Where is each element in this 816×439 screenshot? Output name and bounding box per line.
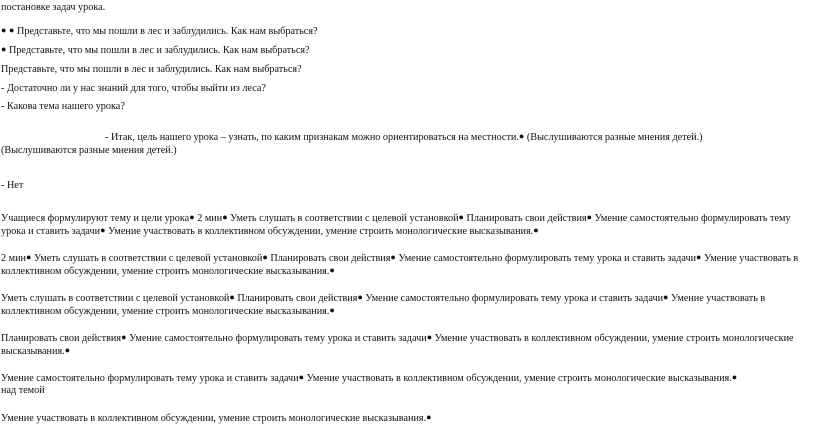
bullet-icon: ● xyxy=(189,212,195,222)
over-topic: над темой xyxy=(1,385,45,396)
activity-paragraph-2 xyxy=(1,252,813,278)
bullet-icon: ● xyxy=(357,292,363,302)
bullet-icon: ● xyxy=(1,44,7,54)
bullet-icon: ● xyxy=(586,212,593,222)
bullet-icon: ● xyxy=(329,265,335,275)
skill-plan: Планировать свои действия xyxy=(237,293,358,304)
bullet-icon: ● xyxy=(696,252,702,262)
skill-formulate: Умение самостоятельно формулировать тему урока и ставить задачи xyxy=(129,333,427,344)
activity-paragraph-5 xyxy=(1,372,813,385)
bullet-icon: ● xyxy=(8,25,15,35)
question-row-plain: Представьте, что мы пошли в лес и заблудились. Как нам выбраться? xyxy=(1,64,302,75)
bullet-icon: ● xyxy=(458,212,464,222)
bullet-icon: ● xyxy=(390,252,396,262)
skill-plan: Планировать свои действия xyxy=(1,333,122,344)
skill-discuss: Умение участвовать в коллективном обсуждении, умение строить монологические высказывания. xyxy=(306,373,732,384)
skill-discuss: Умение участвовать в коллективном обсуждении, умение строить монологические высказывания. xyxy=(1,253,799,277)
bullet-icon: ● xyxy=(298,372,305,382)
time-label: 2 мин xyxy=(1,253,26,264)
opinions-text: (Выслушиваются разные мнения детей.) xyxy=(1,145,177,156)
time-label: 2 мин xyxy=(197,213,223,224)
lesson-goal-row xyxy=(105,131,703,144)
skill-formulate: Умение самостоятельно формулировать тему урока и ставить задачи xyxy=(1,373,299,384)
question-row-single-bullet xyxy=(1,44,310,57)
bullet-icon: ● xyxy=(26,252,32,262)
bullet-icon: ● xyxy=(121,332,127,342)
opinions-text: (Выслушиваются разные мнения детей.) xyxy=(526,132,703,143)
question-knowledge: - Достаточно ли у нас знаний для того, чтобы выйти из леса? xyxy=(1,83,266,94)
bullet-icon: ● xyxy=(1,25,7,35)
question-forest: Представьте, что мы пошли в лес и заблудились. Как нам выбраться? xyxy=(8,45,310,56)
skill-discuss: Умение участвовать в коллективном обсуждении, умение строить монологические высказывания. xyxy=(108,226,534,237)
lesson-goal: - Итак, цель нашего урока – узнать, по каким признакам можно ориентироваться на местности. xyxy=(105,132,519,143)
question-forest: Представьте, что мы пошли в лес и заблудились. Как нам выбраться? xyxy=(16,26,318,37)
header-line: постановке задач урока. xyxy=(1,2,106,13)
skill-listen: Уметь слушать в соответствии с целевой установкой xyxy=(1,293,230,304)
bullet-icon: ● xyxy=(100,225,106,235)
activity-paragraph-1 xyxy=(1,212,813,238)
activity-paragraph-3 xyxy=(1,292,813,318)
skill-formulate: Умение самостоятельно формулировать тему урока и ставить задачи xyxy=(365,293,664,304)
skill-formulate: Умение самостоятельно формулировать тему урока и ставить задачи xyxy=(1,213,791,237)
bullet-icon: ● xyxy=(533,225,539,235)
bullet-icon: ● xyxy=(329,305,335,315)
question-row-double-bullet xyxy=(1,25,318,38)
skill-discuss: Умение участвовать в коллективном обсуждении, умение строить монологические высказывания. xyxy=(1,333,794,357)
question-topic: - Какова тема нашего урока? xyxy=(1,101,125,112)
skill-plan: Планировать свои действия xyxy=(466,213,587,224)
bullet-icon: ● xyxy=(663,292,669,302)
answer-no: - Нет xyxy=(1,180,24,191)
activity-paragraph-6 xyxy=(1,412,432,425)
bullet-icon: ● xyxy=(64,345,71,355)
bullet-icon: ● xyxy=(426,332,433,342)
skill-plan: Планировать свои действия xyxy=(270,253,391,264)
skill-discuss: Умение участвовать в коллективном обсуждении, умение строить монологические высказывания. xyxy=(1,293,766,317)
bullet-icon: ● xyxy=(262,252,268,262)
bullet-icon: ● xyxy=(731,372,738,382)
bullet-icon: ● xyxy=(222,212,228,222)
activity-paragraph-4 xyxy=(1,332,813,358)
skill-discuss: Умение участвовать в коллективном обсуждении, умение строить монологические высказывания. xyxy=(1,413,427,424)
bullet-icon: ● xyxy=(518,131,525,141)
skill-listen: Уметь слушать в соответствии с целевой установкой xyxy=(33,253,263,264)
skill-formulate: Умение самостоятельно формулировать тему урока и ставить задачи xyxy=(398,253,697,264)
bullet-icon: ● xyxy=(229,292,235,302)
student-activity: Учащиеся формулируют тему и цели урока xyxy=(1,213,190,224)
skill-listen: Уметь слушать в соответствии с целевой установкой xyxy=(230,213,459,224)
bullet-icon: ● xyxy=(426,412,432,422)
